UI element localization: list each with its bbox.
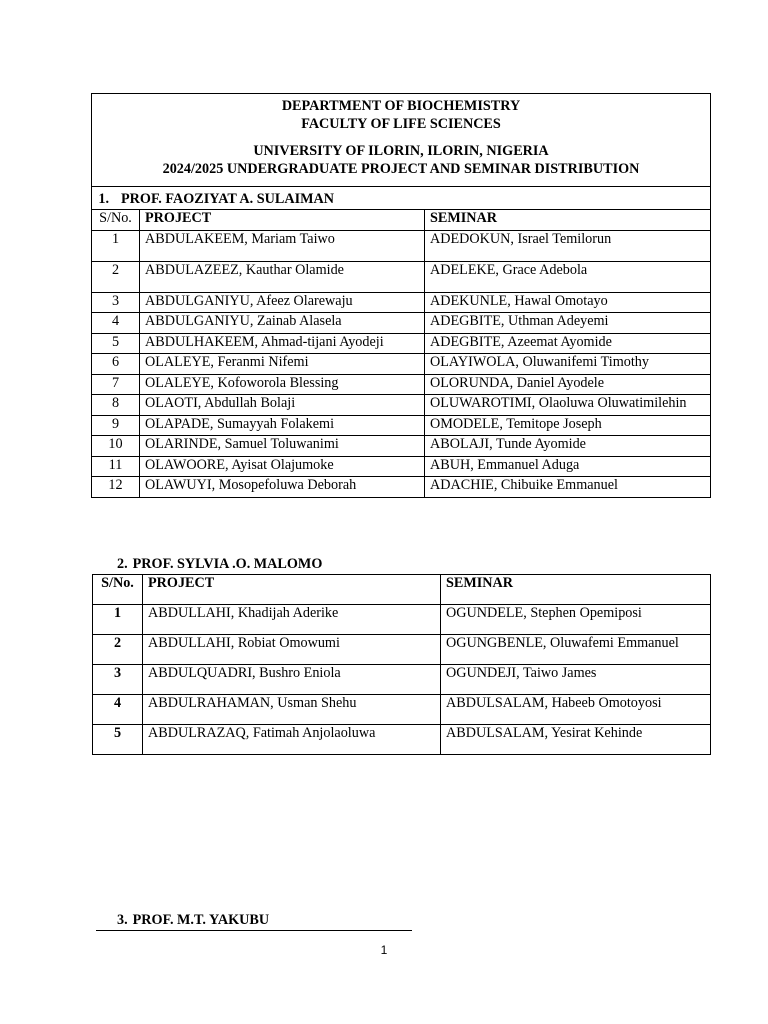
section-3-supervisor: PROF. M.T. YAKUBU: [132, 912, 270, 928]
project-cell: ABDULGANIYU, Zainab Alasela: [140, 313, 425, 334]
sn-cell: 2: [92, 261, 140, 292]
table-row: [92, 313, 711, 334]
distribution-title: 2024/2025 UNDERGRADUATE PROJECT AND SEMINAR DISTRIBUTION: [162, 161, 640, 177]
project-cell: OLALEYE, Kofoworola Blessing: [140, 374, 425, 395]
project-cell: ABDULLAHI, Khadijah Aderike: [143, 605, 441, 635]
project-cell: ABDULRAZAQ, Fatimah Anjolaoluwa: [143, 725, 441, 755]
seminar-cell: ABUH, Emmanuel Aduga: [425, 456, 711, 477]
col-project-header: PROJECT: [143, 575, 441, 605]
faculty-title: FACULTY OF LIFE SCIENCES: [301, 116, 501, 132]
project-cell: OLARINDE, Samuel Toluwanimi: [140, 436, 425, 457]
seminar-cell: ABDULSALAM, Yesirat Kehinde: [441, 725, 711, 755]
sn-cell: 5: [93, 725, 143, 755]
seminar-cell: ADACHIE, Chibuike Emmanuel: [425, 477, 711, 498]
seminar-cell: OLUWAROTIMI, Olaoluwa Oluwatimilehin: [425, 395, 711, 416]
col-seminar-header: SEMINAR: [425, 210, 711, 231]
section-2-box: [92, 574, 711, 755]
project-cell: ABDULGANIYU, Afeez Olarewaju: [140, 292, 425, 313]
table-row: [92, 261, 711, 292]
document-header: [92, 94, 710, 186]
page-number: 1: [380, 943, 388, 957]
sn-cell: 11: [92, 456, 140, 477]
sn-cell: 4: [93, 695, 143, 725]
table-row: [92, 333, 711, 354]
department-title: DEPARTMENT OF BIOCHEMISTRY: [281, 98, 521, 114]
table-row: [92, 292, 711, 313]
seminar-cell: ADEGBITE, Azeemat Ayomide: [425, 333, 711, 354]
project-cell: OLAWUYI, Mosopefoluwa Deborah: [140, 477, 425, 498]
project-cell: ABDULHAKEEM, Ahmad-tijani Ayodeji: [140, 333, 425, 354]
seminar-cell: ADEKUNLE, Hawal Omotayo: [425, 292, 711, 313]
seminar-cell: OMODELE, Temitope Joseph: [425, 415, 711, 436]
col-sn-header: S/No.: [93, 575, 143, 605]
section-1-table: [91, 209, 711, 498]
section-3-heading: [96, 912, 412, 931]
project-cell: OLAWOORE, Ayisat Olajumoke: [140, 456, 425, 477]
section-3-number: 3.: [117, 912, 128, 928]
sn-cell: 4: [92, 313, 140, 334]
seminar-cell: ADEDOKUN, Israel Temilorun: [425, 230, 711, 261]
seminar-cell: ADELEKE, Grace Adebola: [425, 261, 711, 292]
table-row: [93, 695, 711, 725]
section-1-number: 1.: [98, 191, 109, 207]
project-cell: ABDULAKEEM, Mariam Taiwo: [140, 230, 425, 261]
section-1-supervisor: PROF. FAOZIYAT A. SULAIMAN: [121, 191, 334, 207]
sn-cell: 10: [92, 436, 140, 457]
table-row: [92, 230, 711, 261]
sn-cell: 8: [92, 395, 140, 416]
table-row: [92, 436, 711, 457]
sn-cell: 3: [92, 292, 140, 313]
project-cell: ABDULAZEEZ, Kauthar Olamide: [140, 261, 425, 292]
project-cell: OLALEYE, Feranmi Nifemi: [140, 354, 425, 375]
seminar-cell: OGUNGBENLE, Oluwafemi Emmanuel: [441, 635, 711, 665]
seminar-cell: OGUNDELE, Stephen Opemiposi: [441, 605, 711, 635]
sn-cell: 9: [92, 415, 140, 436]
col-project-header: PROJECT: [140, 210, 425, 231]
sn-cell: 7: [92, 374, 140, 395]
header-box: [91, 93, 711, 498]
project-cell: OLAOTI, Abdullah Bolaji: [140, 395, 425, 416]
section-2-supervisor: PROF. SYLVIA .O. MALOMO: [132, 556, 323, 572]
col-seminar-header: SEMINAR: [441, 575, 711, 605]
sn-cell: 5: [92, 333, 140, 354]
table-row: [93, 725, 711, 755]
project-cell: ABDULQUADRI, Bushro Eniola: [143, 665, 441, 695]
table-row: [92, 456, 711, 477]
table-row: [92, 374, 711, 395]
project-cell: ABDULLAHI, Robiat Omowumi: [143, 635, 441, 665]
seminar-cell: ABDULSALAM, Habeeb Omotoyosi: [441, 695, 711, 725]
section-1-heading: [92, 187, 710, 209]
sn-cell: 1: [92, 230, 140, 261]
seminar-cell: OLAYIWOLA, Oluwanifemi Timothy: [425, 354, 711, 375]
sn-cell: 6: [92, 354, 140, 375]
sn-cell: 1: [93, 605, 143, 635]
section-2-heading: [117, 556, 322, 573]
sn-cell: 3: [93, 665, 143, 695]
table-row: [92, 477, 711, 498]
sn-cell: 12: [92, 477, 140, 498]
university-title: UNIVERSITY OF ILORIN, ILORIN, NIGERIA: [253, 143, 549, 159]
table-row: [93, 605, 711, 635]
section-2-table: [92, 574, 711, 755]
seminar-cell: ADEGBITE, Uthman Adeyemi: [425, 313, 711, 334]
section-2-number: 2.: [117, 556, 128, 572]
col-sn-header: S/No.: [92, 210, 140, 231]
project-cell: OLAPADE, Sumayyah Folakemi: [140, 415, 425, 436]
table-row: [92, 395, 711, 416]
seminar-cell: ABOLAJI, Tunde Ayomide: [425, 436, 711, 457]
seminar-cell: OGUNDEJI, Taiwo James: [441, 665, 711, 695]
table-row: [93, 665, 711, 695]
table-row: [92, 415, 711, 436]
project-cell: ABDULRAHAMAN, Usman Shehu: [143, 695, 441, 725]
table-row: [92, 354, 711, 375]
sn-cell: 2: [93, 635, 143, 665]
table-row: [93, 635, 711, 665]
seminar-cell: OLORUNDA, Daniel Ayodele: [425, 374, 711, 395]
